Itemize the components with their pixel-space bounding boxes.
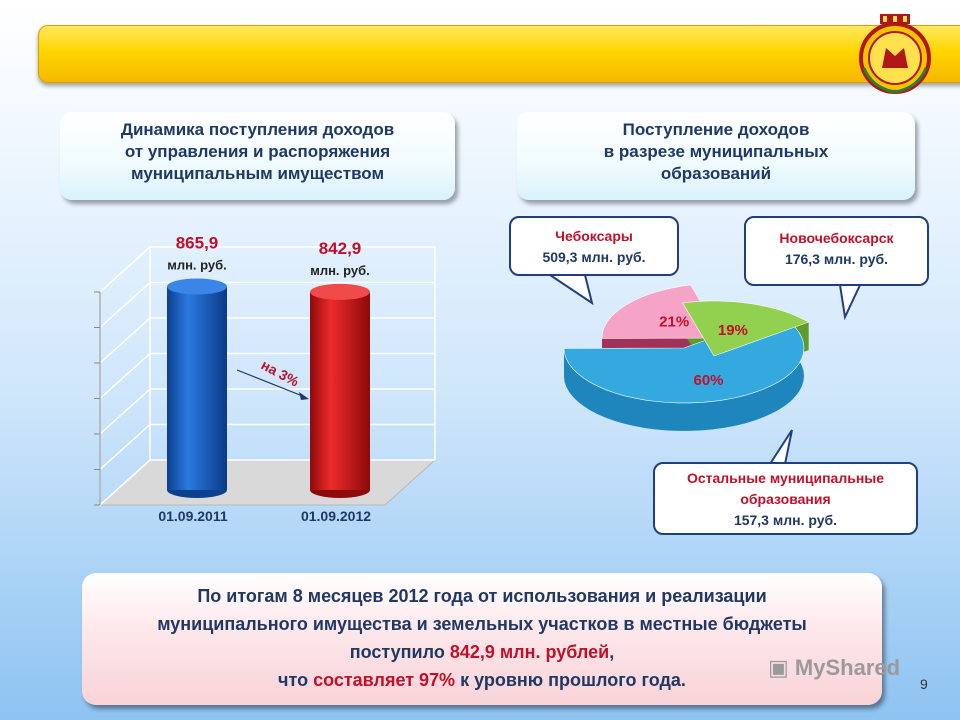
summary-line-4: [82, 666, 882, 694]
bar-category-labels: [158, 508, 371, 524]
bar: [310, 284, 370, 498]
grid-line-diag: [100, 354, 150, 399]
watermark-text: MyShared: [794, 655, 901, 680]
watermark-logo: [768, 655, 900, 681]
change-label: на 3%: [258, 356, 302, 390]
bar-top: [167, 279, 227, 295]
right-title-line-1: Поступление доходов: [622, 120, 810, 139]
title-banner: [38, 25, 960, 83]
change-arrowhead-icon: [299, 392, 309, 400]
summary-line-2: муниципального имущества и земельных участков в местные бюджеты: [157, 614, 807, 634]
callout-cheboksary: [509, 216, 679, 276]
bar-category-label: 01.09.2011: [158, 508, 228, 524]
bar-value-label: 865,9: [175, 233, 219, 253]
bar-value-labels: [167, 234, 370, 278]
grid-line-diag: [100, 425, 150, 470]
callout-cheboksary-name: Чебоксары: [555, 228, 633, 244]
callout-cheboksary-value: 509,3 млн. руб.: [542, 249, 646, 265]
summary-line-3-pre: поступило: [349, 642, 450, 662]
callout-other-name-1: Остальные муниципальные: [686, 470, 885, 486]
chuvashia-emblem-icon: [852, 8, 938, 96]
grid-line-diag: [100, 318, 150, 363]
bar-unit-label: млн. руб.: [167, 257, 227, 273]
right-title-line-3: образований: [660, 164, 772, 183]
bar-category-label: 01.09.2012: [300, 508, 372, 524]
page-number: 9: [920, 676, 928, 692]
bar-unit-label: млн. руб.: [310, 262, 370, 278]
summary-line-4-post: к уровню прошлого года.: [455, 670, 686, 690]
callout-other-name-2: образования: [740, 491, 831, 507]
summary-percent: составляет 97%: [313, 670, 456, 690]
callout-other-municipalities: [653, 462, 918, 535]
left-title-line-3: муниципальным имуществом: [130, 164, 385, 183]
callout-tail-novocheboksarsk: [840, 285, 860, 317]
callout-tails: [540, 270, 940, 470]
bar-body: [167, 287, 227, 490]
bar-body: [310, 292, 370, 490]
callout-novocheboksarsk-name: Новочебоксарск: [779, 230, 894, 246]
callout-other-value: 157,3 млн. руб.: [733, 512, 838, 528]
bar: [167, 279, 227, 498]
summary-line-3-post: ,: [609, 642, 615, 662]
grid-line-diag: [100, 389, 150, 434]
bar-top: [310, 284, 370, 300]
left-title-line-1: Динамика поступления доходов: [120, 120, 395, 139]
callout-tail-other: [770, 430, 792, 464]
callout-tail-cheboksary: [550, 275, 592, 303]
summary-line-4-pre: что: [278, 670, 314, 690]
grid-line-diag: [100, 247, 150, 292]
right-chart-title: [517, 112, 915, 200]
summary-amount: 842,9 млн. рублей: [449, 642, 610, 662]
right-title-line-2: в разрезе муниципальных: [603, 142, 829, 161]
callout-novocheboksarsk-value: 176,3 млн. руб.: [784, 251, 889, 267]
summary-line-3: [82, 638, 882, 666]
pie-percent-label: 19%: [717, 321, 748, 339]
summary-box: [82, 573, 882, 705]
left-title-line-2: от управления и распоряжения: [124, 142, 391, 161]
chart-floor: [100, 460, 435, 505]
pie-percent-label: 60%: [693, 372, 724, 390]
callout-novocheboksarsk: [744, 216, 929, 286]
bar-value-label: 842,9: [318, 238, 362, 258]
income-bar-chart: [80, 220, 460, 530]
pie-percent-label: 21%: [659, 313, 690, 331]
summary-line-1: По итогам 8 месяцев 2012 года от использования и реализации: [197, 586, 767, 606]
watermark-box-icon: ▣: [768, 655, 795, 680]
left-chart-title: [60, 112, 455, 200]
grid-line-diag: [100, 283, 150, 328]
